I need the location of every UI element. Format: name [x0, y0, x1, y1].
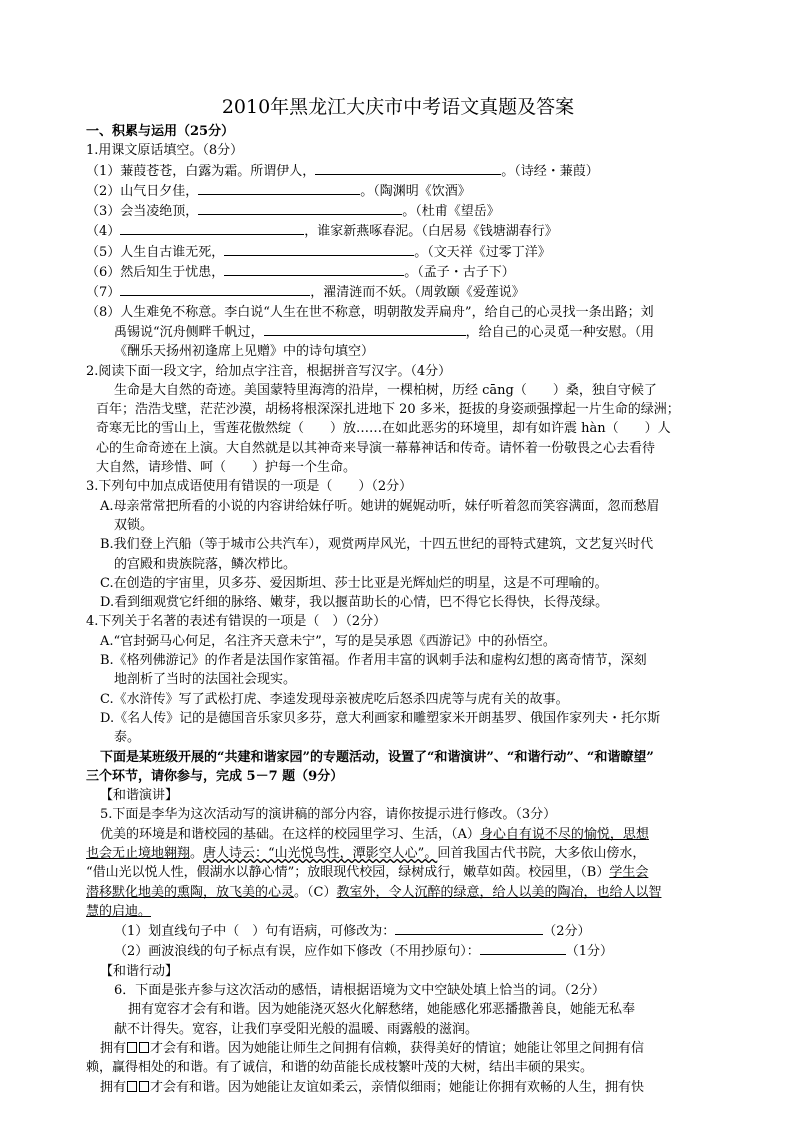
fill-box[interactable] [127, 1081, 137, 1092]
passage-line: 献不计得失。宽容，让我们享受阳光般的温暖、雨露般的滋润。 [114, 1021, 479, 1037]
question-1-heading: 1.用课文原话填空。（8分） [86, 143, 244, 159]
question-1-line: 禹锡说“沉舟侧畔千帆过， ，给自己的心灵觅一种安慰。（用 [86, 322, 710, 342]
option-c: C.在创造的宇宙里，贝多芬、爱因斯坦、莎士比亚是光辉灿烂的明星，这是不可理喻的。 [100, 575, 608, 591]
question-1-line: （7） ，濯清涟而不妖。（周敦颐《爱莲说》 [86, 282, 710, 302]
option-a: A.“官封弼马心何足，名注齐天意未宁”，写的是吴承恩《西游记》中的孙悟空。 [100, 633, 556, 649]
question-2-heading: 2.阅读下面一段文字，给加点字注音，根据拼音写汉字。（4分） [86, 363, 452, 379]
section-tag: 【和谐演讲】 [100, 788, 179, 804]
passage-line: 心的生命奇迹在上演。大自然就是以其神奇来导演一幕幕神话和传奇。请怀着一份敬畏之心去看待 [96, 440, 656, 456]
fill-box[interactable] [139, 1042, 149, 1053]
passage-line: 百年；浩浩戈壁，茫茫沙漠，胡杨将根深深扎进地下 20 多米，挺拔的身姿顽强撑起一片生命的绿洲； [96, 402, 680, 418]
question-1-line: （4） ，谁家新燕啄春泥。（白居易《钱塘湖春行》 [86, 221, 710, 241]
passage-line: 拥有宽容才会有和谐。因为她能浇灭怒火化解愁绪，她能感化邪恶播撒善良，她能无私奉 [128, 1002, 636, 1018]
answer-blank[interactable] [315, 161, 501, 175]
activity-intro: 三个环节，请你参与，完成 5－7 题（9分） [86, 768, 344, 784]
option-b: 地剖析了当时的法国社会现实。 [114, 672, 297, 688]
passage-line: 奇寒无比的雪山上，雪莲花傲然绽（ ）放……在如此恶劣的环境里，却有如许震 hàn（ ）人 [96, 421, 671, 437]
answer-blank[interactable] [395, 921, 543, 935]
option-d: 泰。 [114, 730, 141, 746]
question-3-heading: 3.下列句中加点成语使用有错误的一项是（ ）（2分） [86, 479, 413, 495]
option-a: 双锁。 [114, 517, 154, 533]
question-1-line: （3）会当凌绝顶， 。（杜甫《望岳》 [86, 201, 710, 221]
option-d: D.看到细观赏它纤细的脉络、嫩芽，我以揠苗助长的心情，巴不得它长得快，长得茂绿。 [100, 595, 609, 611]
speech-line: 潜移默化地美的熏陶，放飞美的心灵。（C）教室外，令人沉醉的绿意，给人以美的陶冶，也给人以智 [86, 884, 662, 900]
answer-blank[interactable] [224, 262, 404, 276]
question-1-line: 《酬乐天扬州初逢席上见赠》中的诗句填空） [114, 344, 375, 360]
fill-box[interactable] [127, 1042, 137, 1053]
answer-blank[interactable] [120, 221, 304, 235]
option-c: C.《水浒传》写了武松打虎、李逵发现母亲被虎吃后怒杀四虎等与虎有关的故事。 [100, 691, 569, 707]
passage-line: 生命是大自然的奇迹。美国蒙特里海湾的沿岸，一棵柏树，历经 cāng（ ）桑，独自守候了 [114, 382, 657, 398]
page-title: 2010年黑龙江大庆市中考语文真题及答案 [221, 96, 575, 118]
question-4-heading: 4.下列关于名著的表述有错误的一项是（ ）（2分） [86, 614, 387, 630]
option-b: 的宫殿和贵族院落，鳞次栉比。 [114, 556, 297, 572]
option-a: A.母亲常常把所看的小说的内容讲给妹仔听。她讲的娓娓动听，妹仔听着忽而笑容满面，忽而愁眉 [100, 498, 660, 514]
option-b: B.我们登上汽船（等于城市公共汽车），观赏两岸风光，十四五世纪的哥特式建筑，文艺复兴时代 [100, 537, 654, 553]
sub-question: （2）画波浪线的句子标点有误，应作如下修改（不用抄原句）： （1分） [86, 941, 710, 961]
question-1-line: （2）山气日夕佳， 。（陶渊明《饮酒》 [86, 181, 710, 201]
speech-line: 也会无止境地翱翔。唐人诗云：“山光悦鸟性，潭影空人心”。回首我国古代书院，大多依山傍水， [86, 845, 646, 861]
answer-blank[interactable] [120, 282, 310, 296]
speech-line: 慧的启迪。 [86, 903, 152, 919]
option-d: D.《名人传》记的是德国音乐家贝多芬，意大利画家和雕塑家米开朗基罗、俄国作家列夫・托尔斯 [100, 710, 661, 726]
answer-blank[interactable] [198, 201, 402, 215]
option-b: B.《格列佛游记》的作者是法国作家笛福。作者用丰富的讽刺手法和虚构幻想的离奇情节，深刻 [100, 653, 647, 669]
speech-line: “借山光以悦人性，假湖水以静心情”；放眼现代校园，绿树成行，嫩草如茵。校园里，（B）学生会 [86, 865, 649, 881]
passage-line: 拥有 才会有和谐。因为她能让师生之间拥有信赖，获得美好的情谊；她能让邻里之间拥有信 [100, 1040, 645, 1056]
section-tag: 【和谐行动】 [100, 963, 179, 979]
passage-line: 拥有 才会有和谐。因为她能让友谊如柔云，亲情似细雨；她能让你拥有欢畅的人生，拥有快 [100, 1079, 645, 1095]
section-heading: 一、积累与运用（25分） [86, 124, 235, 139]
answer-blank[interactable] [198, 181, 360, 195]
speech-line: 优美的环境是和谐校园的基础。在这样的校园里学习、生活，（A）身心自有说不尽的愉悦，思想 [100, 826, 649, 842]
exam-page [86, 94, 710, 1097]
passage-line: 赖，赢得相处的和谐。有了诚信，和谐的幼苗能长成枝繁叶茂的大树，结出丰硕的果实。 [86, 1060, 594, 1076]
question-1-line: （8）人生难免不称意。李白说“人生在世不称意，明朝散发弄扁舟”，给自己的心灵找一条出路；刘 [86, 304, 654, 320]
sub-question: （1）划直线句子中（ ）句有语病，可修改为： （2分） [86, 921, 710, 941]
question-6-heading: 6．下面是张卉参与这次活动的感悟，请根据语境为文中空缺处填上恰当的词。（2分） [114, 983, 606, 999]
question-1-line: （6）然后知生于忧患， 。（孟子・古子下） [86, 262, 710, 282]
question-1-line: （1）蒹葭苍苍，白露为霜。所谓伊人， 。（诗经・蒹葭） [86, 161, 710, 181]
answer-blank[interactable] [480, 941, 566, 955]
passage-line: 大自然，请珍惜、呵（ ）护每一个生命。 [96, 460, 357, 476]
question-5-heading: 5.下面是李华为这次活动写的演讲稿的部分内容，请你按提示进行修改。（3分） [100, 807, 557, 823]
question-1-line: （5）人生自古谁无死， 。（文天祥《过零丁洋》 [86, 242, 710, 262]
answer-blank[interactable] [224, 242, 414, 256]
answer-blank[interactable] [264, 322, 466, 336]
fill-box[interactable] [139, 1081, 149, 1092]
activity-intro: 下面是某班级开展的“共建和谐家园”的专题活动，设置了“和谐演讲”、“和谐行动”、“和谐瞭望” [100, 749, 654, 765]
